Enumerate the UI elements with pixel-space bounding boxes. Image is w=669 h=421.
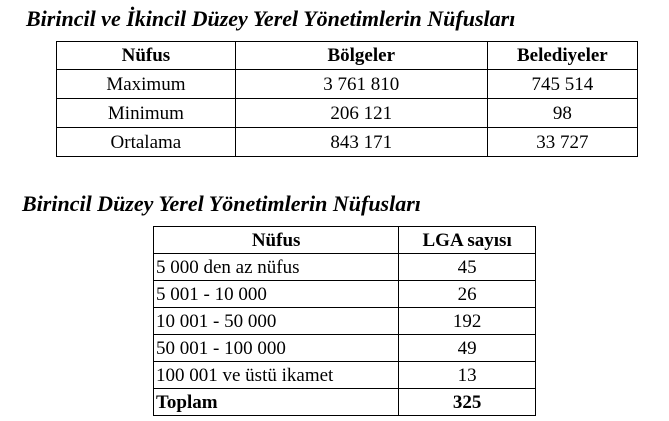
table-cell: 50 001 - 100 000 <box>154 335 399 362</box>
table-total-row <box>154 389 536 416</box>
table-cell: 45 <box>399 254 536 281</box>
header-cell-nufus: Nüfus <box>57 42 236 70</box>
table-cell: 745 514 <box>487 70 637 99</box>
total-value-cell: 325 <box>399 389 536 416</box>
table-cell: 206 121 <box>235 99 487 128</box>
lga-count-table <box>153 226 536 416</box>
table-row <box>154 335 536 362</box>
table-cell: Ortalama <box>57 128 236 157</box>
table-row <box>154 281 536 308</box>
table-row <box>57 70 638 99</box>
table1-title: Birincil ve İkincil Düzey Yerel Yönetimlerin Nüfusları <box>26 6 516 31</box>
table-header-row <box>154 227 536 254</box>
header-cell-belediyeler: Belediyeler <box>487 42 637 70</box>
table-cell: 26 <box>399 281 536 308</box>
table-cell: 10 001 - 50 000 <box>154 308 399 335</box>
header-cell-lga-sayisi: LGA sayısı <box>399 227 536 254</box>
table-cell: 98 <box>487 99 637 128</box>
table-cell: 5 001 - 10 000 <box>154 281 399 308</box>
table-cell: Minimum <box>57 99 236 128</box>
table-cell: 100 001 ve üstü ikamet <box>154 362 399 389</box>
table-cell: 13 <box>399 362 536 389</box>
header-cell-nufus: Nüfus <box>154 227 399 254</box>
header-cell-bolgeler: Bölgeler <box>235 42 487 70</box>
table-cell: 33 727 <box>487 128 637 157</box>
table-cell: 5 000 den az nüfus <box>154 254 399 281</box>
table-row <box>154 362 536 389</box>
table-cell: 192 <box>399 308 536 335</box>
table-cell: 843 171 <box>235 128 487 157</box>
total-label-cell: Toplam <box>154 389 399 416</box>
table-header-row <box>57 42 638 70</box>
table-row <box>57 128 638 157</box>
table-row <box>57 99 638 128</box>
table-row <box>154 254 536 281</box>
table2-title: Birincil Düzey Yerel Yönetimlerin Nüfusları <box>22 191 421 216</box>
population-stats-table <box>56 41 638 157</box>
table-cell: 3 761 810 <box>235 70 487 99</box>
table-cell: 49 <box>399 335 536 362</box>
table-cell: Maximum <box>57 70 236 99</box>
table-row <box>154 308 536 335</box>
